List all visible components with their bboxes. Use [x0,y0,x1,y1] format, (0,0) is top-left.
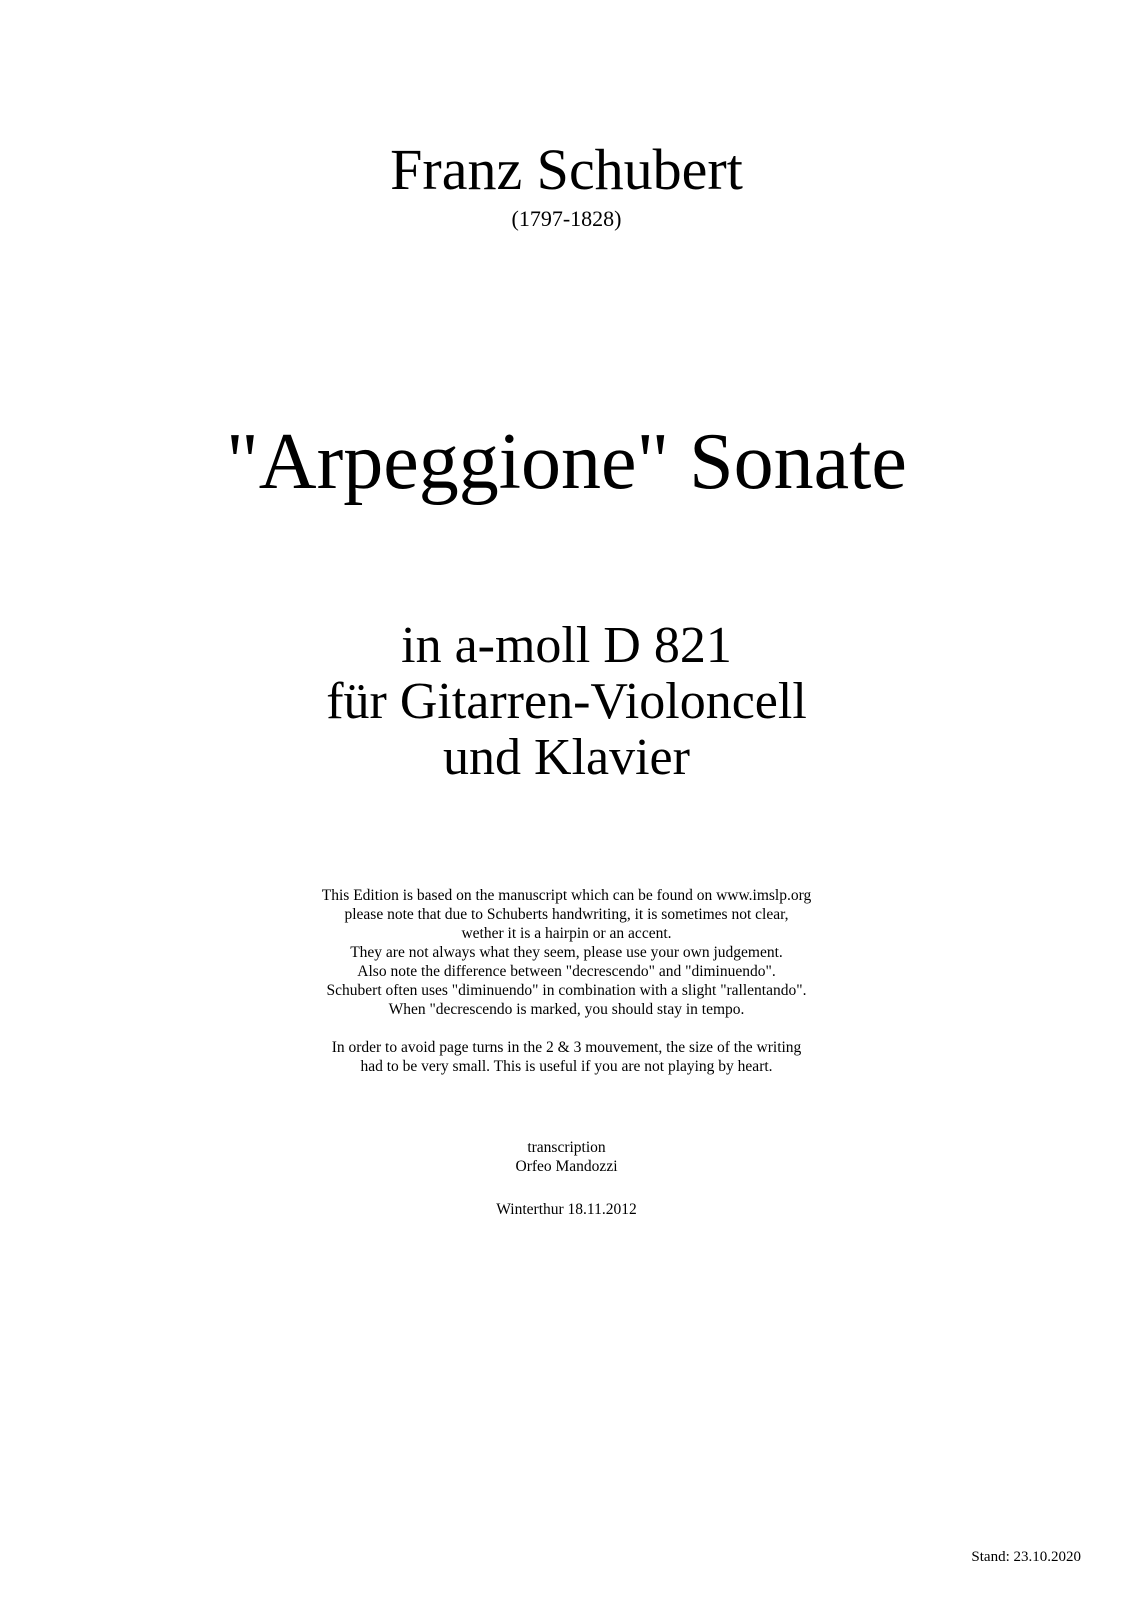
credit-role: transcription [527,1139,606,1156]
notes-paragraph-2 [0,1038,1133,1076]
subtitle-line: für Gitarren-Violoncell [326,673,807,730]
notes-line: This Edition is based on the manuscript which can be found on www.imslp.org [321,887,812,904]
composer-name: Franz Schubert [390,137,743,202]
place-date: Winterthur 18.11.2012 [496,1201,637,1218]
edition-notes [0,886,1133,1076]
notes-line: In order to avoid page turns in the 2 & 3 mouvement, the size of the writing [331,1039,802,1056]
subtitle-line: und Klavier [443,729,690,786]
revision-stamp: Stand: 23.10.2020 [971,1549,1081,1565]
notes-line: wether it is a hairpin or an accent. [461,925,672,942]
notes-line: They are not always what they seem, please use your own judgement. [350,944,783,961]
work-subtitle [0,618,1133,786]
composer-dates: (1797-1828) [511,206,622,231]
credit-name: Orfeo Mandozzi [515,1158,618,1175]
subtitle-line: in a-moll D 821 [401,617,732,674]
work-title: "Arpeggione" Sonate [226,418,907,506]
notes-line: When "decrescendo is marked, you should stay in tempo. [388,1001,745,1018]
notes-line: had to be very small. This is useful if you are not playing by heart. [360,1058,773,1075]
notes-line: Schubert often uses "diminuendo" in combination with a slight "rallentando". [326,982,807,999]
notes-line: Also note the difference between "decrescendo" and "diminuendo". [357,963,776,980]
transcription-credit [0,1138,1133,1176]
notes-line: please note that due to Schuberts handwriting, it is sometimes not clear, [344,906,789,923]
notes-paragraph-1 [0,886,1133,1019]
